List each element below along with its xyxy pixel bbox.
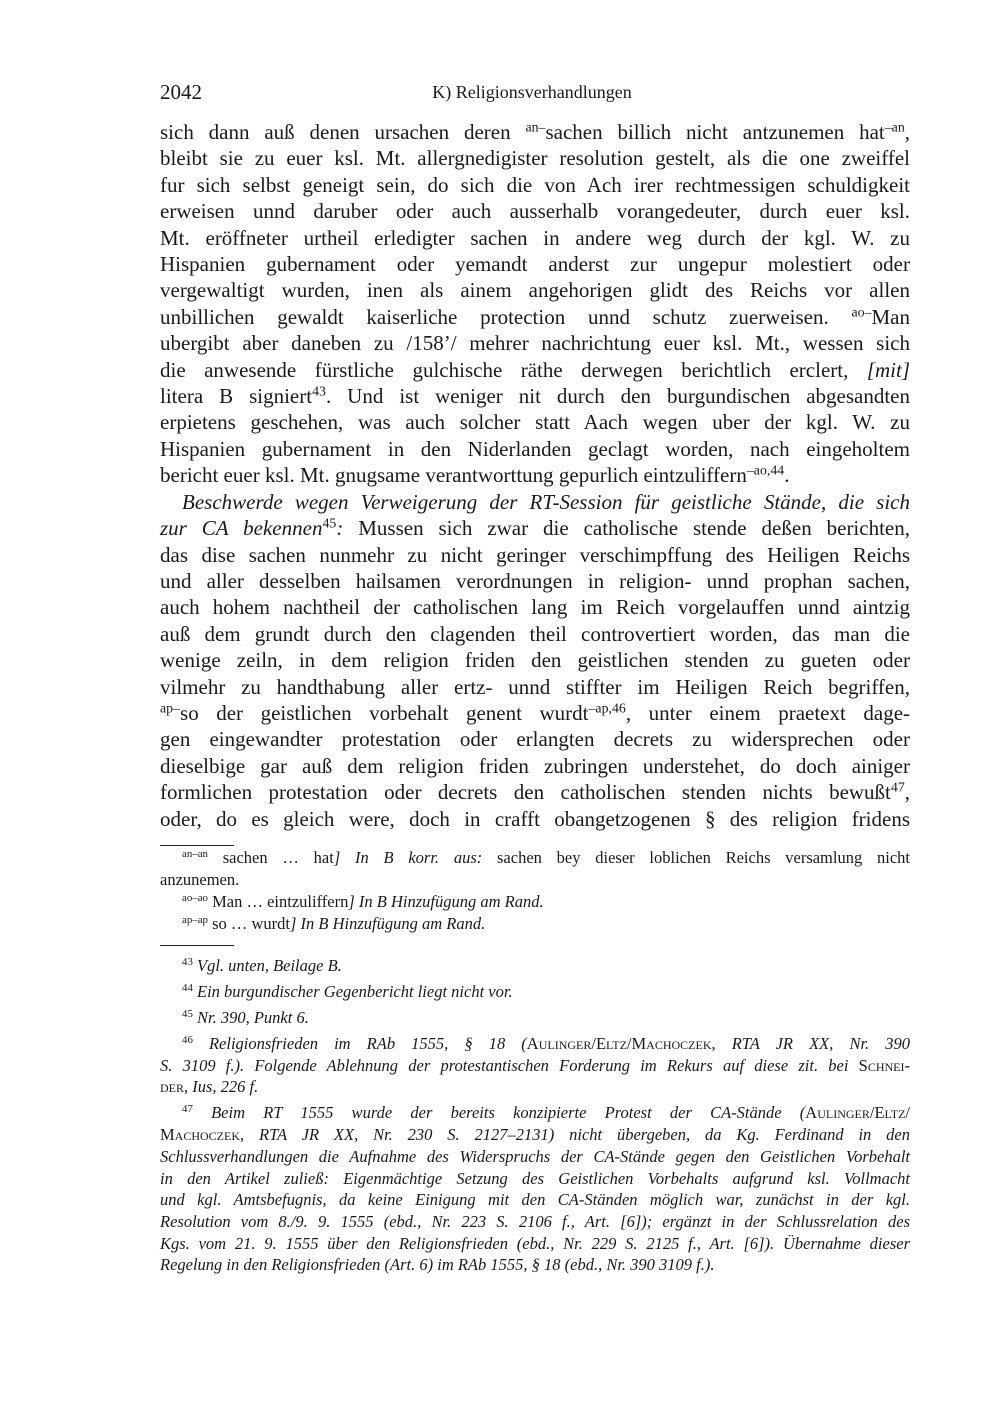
- text-segment: formlichen protestation oder decrets den catholischen stenden nichts bewußt: [160, 780, 891, 805]
- text-segment: Man: [871, 304, 910, 329]
- text-line: [160, 119, 910, 145]
- text-segment: unbillichen gewaldt kaiserliche protection unnd schutz zuerweisen.: [160, 304, 852, 329]
- text-line: [160, 779, 910, 805]
- main-text: [160, 119, 910, 832]
- note-marker: 45: [322, 515, 337, 531]
- text-segment: das dise sachen nunmehr zu nicht geringer verschimpffung des Heiligen Reichs: [160, 542, 910, 567]
- text-segment: erpietens geschehen, was auch solcher statt Aach wegen uber der kgl. W. zu: [160, 410, 910, 435]
- note-line: [160, 913, 910, 935]
- text-segment: sachen billich nicht antzunemen hat: [545, 120, 885, 144]
- note-line: [160, 1189, 910, 1211]
- text-segment: oder, do es gleich were, doch in crafft obangetzogenen § des religion fridens: [160, 806, 910, 831]
- text-line: [160, 145, 910, 171]
- text-segment: Schnei-: [858, 1055, 910, 1075]
- note-line: [160, 981, 910, 1003]
- text-line: [160, 647, 910, 673]
- text-segment: ] In B korr. aus:: [333, 848, 483, 867]
- text-line: [160, 357, 910, 383]
- text-segment: Kgs. vom 21. 9. 1555 über den Religionsfrieden (ebd., Nr. 229 S. 2125 f., Art. [6]). Übernahme dieser: [160, 1233, 910, 1253]
- note-line: [160, 955, 910, 977]
- text-segment: Schlussverhandlungen die Aufnahme des Widerspruchs der CA-Stände gegen den Geistlichen Vorbehalt: [160, 1146, 910, 1166]
- text-segment: :: [336, 516, 344, 541]
- text-segment: ] In B Hinzufügung am Rand.: [348, 892, 544, 911]
- text-segment: in den Artikel zuließ: Eigenmächtige Setzung des Geistlichen Vorbehalts aufgrund ksl. Vollmacht: [160, 1168, 910, 1188]
- note-line: [160, 1233, 910, 1255]
- text-line: [160, 753, 910, 779]
- text-segment: wenige zeiln, in dem religion friden den geistlichen stenden zu gueten oder: [160, 648, 910, 673]
- text-line: [160, 172, 910, 198]
- footnotes-separator: [160, 945, 234, 946]
- note-line: [160, 891, 910, 913]
- text-segment: Mt. eröffneter urtheil erledigter sachen in andere weg durch der kgl. W. zu: [160, 225, 910, 250]
- text-segment: ,: [904, 780, 910, 805]
- text-segment: litera B signiert: [160, 384, 313, 409]
- note-line: [160, 1076, 910, 1098]
- note-marker: ao–: [851, 304, 872, 320]
- note-marker: –an: [884, 119, 905, 135]
- critical-notes-separator: [160, 845, 234, 846]
- text-line: [160, 674, 910, 700]
- note-line: [160, 1254, 910, 1276]
- text-segment: und aller desselben hailsamen verordnungen in religion- unnd prophan sachen,: [160, 568, 910, 593]
- text-line: [160, 542, 910, 568]
- text-segment: sachen … hat: [207, 848, 334, 867]
- text-line: [160, 225, 910, 251]
- text-segment: S. 3109 f.). Folgende Ablehnung der protestantischen Forderung im Rekurs auf diese zit. bei: [160, 1055, 859, 1075]
- note-line: [160, 869, 910, 891]
- text-segment: dieselbige gar auß dem religion friden zubringen understehet, do doch ainiger: [160, 753, 910, 778]
- note-line: [160, 1102, 910, 1124]
- text-segment: so … wurdt: [207, 914, 291, 933]
- text-line: [160, 383, 910, 409]
- text-segment: sachen bey dieser loblichen Reichs versamlung nicht: [482, 848, 910, 867]
- text-line: [160, 621, 910, 647]
- text-segment: sich dann auß denen ursachen deren: [160, 120, 526, 144]
- text-segment: Nr. 390, Punkt 6.: [192, 1008, 309, 1027]
- text-segment: Machoczek: [160, 1125, 241, 1145]
- critical-apparatus: [160, 847, 910, 935]
- text-segment: vergewaltigt wurden, inen als ainem angehorigen glidt des Reichs vor allen: [160, 278, 910, 303]
- text-segment: fur sich selbst geneigt sein, do sich die von Ach irer rechtmessigen schuldigkeit: [160, 172, 910, 197]
- note-line: [160, 1007, 910, 1029]
- text-segment: erweisen unnd daruber oder auch ausserhalb vorangedeuter, durch euer ksl.: [160, 199, 910, 224]
- text-segment: RTA JR XX, Nr. 390: [731, 1034, 911, 1053]
- text-segment: bericht euer ksl. Mt. gnugsame verantworttung gepurlich eintzuliffern: [160, 463, 747, 488]
- note-marker: 47: [890, 779, 905, 795]
- text-segment: , Ius, 226 f.: [184, 1077, 259, 1097]
- note-line: [160, 1211, 910, 1233]
- text-segment: auß dem grundt durch den clagenden theil controvertiert worden, das man die: [160, 621, 910, 646]
- text-segment: Vgl. unten, Beilage B.: [192, 956, 342, 975]
- text-line: [160, 726, 910, 752]
- text-line: [160, 409, 910, 435]
- text-line: [160, 515, 910, 541]
- text-line: [160, 462, 910, 488]
- text-segment: , RTA JR XX, Nr. 230 S. 2127–2131) nicht übergeben, da Kg. Ferdinand in den: [240, 1125, 910, 1145]
- text-segment: Mussen sich zwar die catholische stende deßen berichten,: [343, 516, 910, 541]
- note-marker: ao–ao: [182, 892, 208, 905]
- text-segment: gen eingewandter protestation oder erlangten decrets zu widersprechen oder: [160, 727, 910, 752]
- text-segment: so der geistlichen vorbehalt genent wurdt: [180, 700, 589, 725]
- note-marker: –ao,44: [746, 462, 785, 478]
- text-segment: ] In B Hinzufügung am Rand.: [290, 914, 486, 933]
- text-segment: ,: [711, 1034, 732, 1053]
- text-line: [160, 700, 910, 726]
- text-segment: Man … eintzuliffern: [207, 892, 349, 911]
- text-line: [160, 251, 910, 277]
- text-line: [160, 489, 910, 515]
- text-line: [160, 806, 910, 832]
- text-segment: Aulinger/Eltz/: [805, 1103, 910, 1123]
- note-line: [160, 1168, 910, 1190]
- text-segment: ,: [904, 120, 911, 144]
- text-segment: Resolution vom 8./9. 9. 1555 (ebd., Nr. 223 S. 2106 f., Art. [6]); ergänzt in der Schlussrelation des: [160, 1211, 910, 1231]
- text-segment: .: [784, 463, 790, 488]
- note-line: [160, 1033, 910, 1055]
- text-segment: Ein burgundischer Gegenbericht liegt nicht vor.: [192, 982, 513, 1001]
- text-segment: auch hohem nachtheil der catholischen lang im Reich vorgelauffen unnd aintzig: [160, 595, 910, 620]
- text-line: [160, 277, 910, 303]
- text-line: [160, 198, 910, 224]
- note-line: [160, 847, 910, 869]
- text-segment: Regelung in den Religionsfrieden (Art. 6) im RAb 1555, § 18 (ebd., Nr. 390 3109 f.).: [160, 1255, 715, 1275]
- text-segment: und kgl. Amtsbefugnis, da keine Einigung mit den CA-Ständen möglich war, zunächst in der kgl.: [160, 1190, 910, 1210]
- text-segment: , unter einem praetext dage-: [625, 700, 911, 725]
- page-number: 2042: [160, 80, 202, 104]
- note-line: [160, 1055, 910, 1077]
- footnotes: [160, 955, 910, 1276]
- text-segment: zur CA bekennen: [160, 516, 323, 541]
- text-segment: Hispanien gubernament oder yemandt anderst zur ungepur molestiert oder: [160, 252, 910, 277]
- note-marker: 43: [312, 383, 326, 399]
- note-marker: 43: [182, 956, 193, 969]
- text-line: [160, 436, 910, 462]
- text-segment: vilmehr zu handthabung aller ertz- unnd stiffter im Heiligen Reich begriffen,: [160, 674, 910, 699]
- running-title: K) Religionsverhandlungen: [432, 82, 632, 102]
- text-segment: bleibt sie zu euer ksl. Mt. allergnedigister resolution gestelt, als die one zweiffel: [160, 146, 910, 171]
- text-segment: Religionsfrieden im RAb 1555, § 18 (: [192, 1034, 527, 1053]
- note-marker: ap–: [160, 700, 181, 716]
- note-line: [160, 1146, 910, 1168]
- note-marker: 47: [182, 1103, 193, 1116]
- text-segment: der: [160, 1077, 184, 1097]
- text-segment: . Und ist weniger nit durch den burgundischen abgesandten: [325, 384, 911, 409]
- text-segment: Aulinger/Eltz/Machoczek: [526, 1034, 712, 1053]
- note-marker: an–: [525, 119, 546, 135]
- note-marker: 46: [182, 1034, 193, 1047]
- note-line: [160, 1124, 910, 1146]
- note-marker: ap–ap: [182, 914, 208, 927]
- text-segment: Hispanien gubernament in den Niderlanden geclagt worden, nach eingeholtem: [160, 436, 910, 461]
- note-marker: an–an: [182, 848, 208, 861]
- text-segment: anzunemen.: [160, 870, 240, 889]
- text-segment: die anwesende fürstliche gulchische räthe derwegen berichtlich erclert,: [160, 357, 867, 382]
- note-marker: 45: [182, 1008, 193, 1021]
- text-line: [160, 330, 910, 356]
- text-segment: Beschwerde wegen Verweigerung der RT-Session für geistliche Stände, die sich: [182, 489, 910, 514]
- text-line: [160, 594, 910, 620]
- text-segment: [mit]: [866, 357, 910, 382]
- note-marker: –ap,46: [588, 700, 626, 716]
- text-segment: Beim RT 1555 wurde der bereits konzipierte Protest der CA-Stände (: [192, 1103, 806, 1123]
- text-line: [160, 568, 910, 594]
- text-line: [160, 304, 910, 330]
- note-marker: 44: [182, 982, 193, 995]
- text-segment: ubergibt aber daneben zu /158’/ mehrer nachrichtung euer ksl. Mt., wessen sich: [160, 331, 910, 356]
